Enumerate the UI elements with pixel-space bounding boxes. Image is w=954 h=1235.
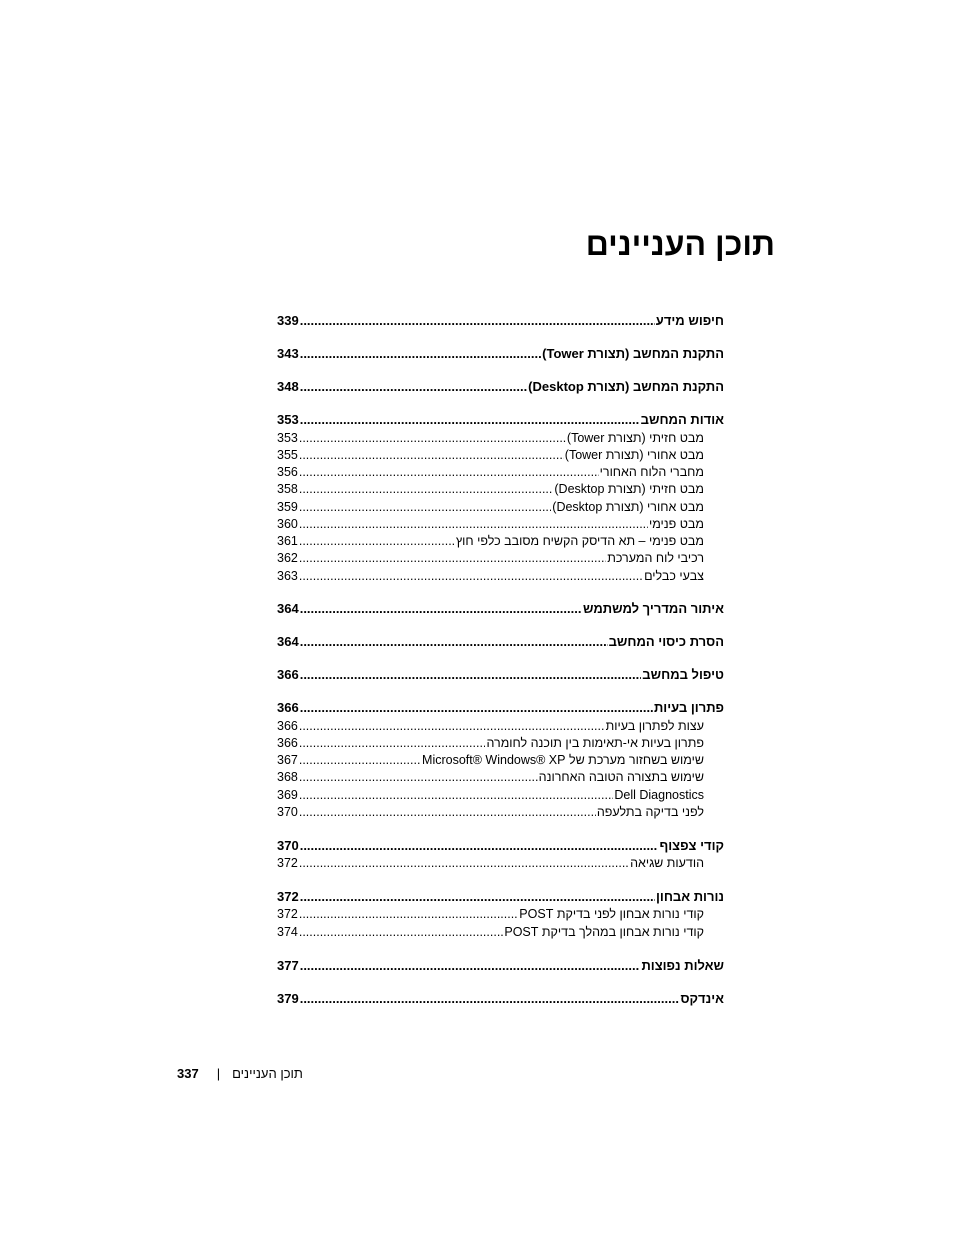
toc-subentry[interactable] <box>277 907 704 921</box>
leader-dots <box>299 448 564 462</box>
leader-dots <box>300 346 541 361</box>
toc-label: מבט פנימי – תא הדיסק הקשיח מסובב כלפי חוץ <box>455 534 704 548</box>
toc-subentry[interactable] <box>277 569 704 583</box>
toc-subentry[interactable] <box>277 431 704 445</box>
toc-page: 364 <box>277 634 299 649</box>
toc-subentry[interactable] <box>277 534 704 548</box>
toc-label: אינדקס <box>680 991 724 1006</box>
leader-dots <box>300 838 659 853</box>
toc-page: 339 <box>277 313 299 328</box>
toc-page: 366 <box>277 736 298 750</box>
toc-page: 366 <box>277 719 298 733</box>
leader-dots <box>300 379 527 394</box>
toc-page: 362 <box>277 551 298 565</box>
toc-subentry[interactable] <box>277 500 704 514</box>
toc-label: מחברי הלוח האחורי <box>599 465 704 479</box>
toc-subentry[interactable] <box>277 753 704 767</box>
leader-dots <box>299 534 455 548</box>
leader-dots <box>300 700 653 715</box>
toc-page: 379 <box>277 991 299 1006</box>
toc-subentry[interactable] <box>277 788 704 802</box>
toc-page: 360 <box>277 517 298 531</box>
toc-label: חיפוש מידע <box>655 313 724 328</box>
toc-page: 366 <box>277 667 299 682</box>
toc-subentry[interactable] <box>277 719 704 733</box>
leader-dots <box>300 889 655 904</box>
toc-page: 359 <box>277 500 298 514</box>
page-title: תוכן העניינים <box>585 226 775 262</box>
toc-subentry[interactable] <box>277 736 704 750</box>
leader-dots <box>299 431 566 445</box>
toc-page: 366 <box>277 700 299 715</box>
toc-subentry[interactable] <box>277 517 704 531</box>
toc-entry[interactable] <box>277 412 724 427</box>
leader-dots <box>299 753 421 767</box>
toc-entry[interactable] <box>277 889 724 904</box>
leader-dots <box>300 634 608 649</box>
toc-label: אודות המחשב <box>640 412 724 427</box>
leader-dots <box>300 667 642 682</box>
toc-label: איתור המדריך למשתמש <box>583 601 724 616</box>
leader-dots <box>300 991 680 1006</box>
footer-separator: | <box>216 1066 221 1081</box>
toc-label: רכיבי לוח המערכת <box>607 551 704 565</box>
toc-page: 372 <box>277 907 298 921</box>
toc-label: נורות אבחון <box>655 889 724 904</box>
toc-label: קודי נורות אבחון במהלך בדיקת POST <box>504 925 704 939</box>
toc-page: 356 <box>277 465 298 479</box>
toc-label: התקנת המחשב (תצורת Tower) <box>542 346 724 361</box>
toc-page: 377 <box>277 958 299 973</box>
leader-dots <box>299 465 599 479</box>
leader-dots <box>299 907 518 921</box>
toc-label: מבט אחורי (תצורת Tower) <box>564 448 704 462</box>
toc-label: התקנת המחשב (תצורת Desktop) <box>528 379 724 394</box>
leader-dots <box>300 958 641 973</box>
toc-entry[interactable] <box>277 313 724 328</box>
toc-subentry[interactable] <box>277 805 704 819</box>
leader-dots <box>300 412 640 427</box>
toc-entry[interactable] <box>277 601 724 616</box>
toc-page: 343 <box>277 346 299 361</box>
toc-subentry[interactable] <box>277 551 704 565</box>
leader-dots <box>299 719 605 733</box>
toc-subentry[interactable] <box>277 465 704 479</box>
leader-dots <box>299 856 629 870</box>
toc-label: שאלות נפוצות <box>641 958 724 973</box>
toc-page: 368 <box>277 770 298 784</box>
toc-entry[interactable] <box>277 700 724 715</box>
toc-label: לפני בדיקה בתלעפה <box>596 805 704 819</box>
toc-entry[interactable] <box>277 634 724 649</box>
leader-dots <box>300 601 582 616</box>
toc-label: מבט אחורי (תצורת Desktop) <box>552 500 704 514</box>
toc-page: 361 <box>277 534 298 548</box>
toc-label: שימוש בתצורה הטובה האחרונה <box>538 770 704 784</box>
toc-subentry[interactable] <box>277 482 704 496</box>
leader-dots <box>299 551 606 565</box>
footer-title: תוכן העניינים <box>232 1066 303 1081</box>
toc-entry[interactable] <box>277 379 724 394</box>
toc-label: קודי צפצוף <box>659 838 724 853</box>
toc-entry[interactable] <box>277 346 724 361</box>
leader-dots <box>299 925 504 939</box>
toc-page: 370 <box>277 805 298 819</box>
toc-page: 355 <box>277 448 298 462</box>
toc-page: 358 <box>277 482 298 496</box>
toc-entry[interactable] <box>277 991 724 1006</box>
toc-page: 369 <box>277 788 298 802</box>
toc-page: 364 <box>277 601 299 616</box>
toc-label: שימוש בשחזור מערכת של Microsoft® Windows® XP <box>422 753 704 767</box>
toc-label: טיפול במחשב <box>642 667 724 682</box>
leader-dots <box>299 805 596 819</box>
leader-dots <box>299 482 554 496</box>
toc-label: מבט חזיתי (תצורת Tower) <box>566 431 704 445</box>
toc-page: 374 <box>277 925 298 939</box>
toc-label: צבעי כבלים <box>644 569 704 583</box>
toc-subentry[interactable] <box>277 448 704 462</box>
toc-label: הודעות שגיאה <box>630 856 704 870</box>
toc-page: 348 <box>277 379 299 394</box>
toc-entry[interactable] <box>277 667 724 682</box>
toc-page: 363 <box>277 569 298 583</box>
toc-label: הסרת כיסוי המחשב <box>608 634 724 649</box>
toc-page: 372 <box>277 889 299 904</box>
toc-page: 370 <box>277 838 299 853</box>
leader-dots <box>300 313 655 328</box>
toc-page: 353 <box>277 412 299 427</box>
toc-page: 353 <box>277 431 298 445</box>
leader-dots <box>299 736 486 750</box>
toc-subentry[interactable] <box>277 925 704 939</box>
toc-label: קודי נורות אבחון לפני בדיקת POST <box>519 907 704 921</box>
toc-subentry[interactable] <box>277 856 704 870</box>
toc-page: 367 <box>277 753 298 767</box>
leader-dots <box>299 788 614 802</box>
page-footer <box>177 1066 303 1081</box>
toc-label: פתרון בעיות <box>653 700 724 715</box>
toc-page: 372 <box>277 856 298 870</box>
toc-subentry[interactable] <box>277 770 704 784</box>
toc-label: עצות לפתרון בעיות <box>605 719 704 733</box>
toc-label: מבט פנימי <box>648 517 704 531</box>
footer-page-number: 337 <box>177 1066 199 1081</box>
toc-entry[interactable] <box>277 838 724 853</box>
leader-dots <box>299 569 643 583</box>
toc-entry[interactable] <box>277 958 724 973</box>
leader-dots <box>299 500 551 514</box>
leader-dots <box>299 517 648 531</box>
toc-label: מבט חזיתי (תצורת Desktop) <box>554 482 704 496</box>
toc-label: Dell Diagnostics <box>614 788 704 802</box>
toc-label: פתרון בעיות אי-תאימות בין תוכנה לחומרה <box>486 736 704 750</box>
leader-dots <box>299 770 538 784</box>
